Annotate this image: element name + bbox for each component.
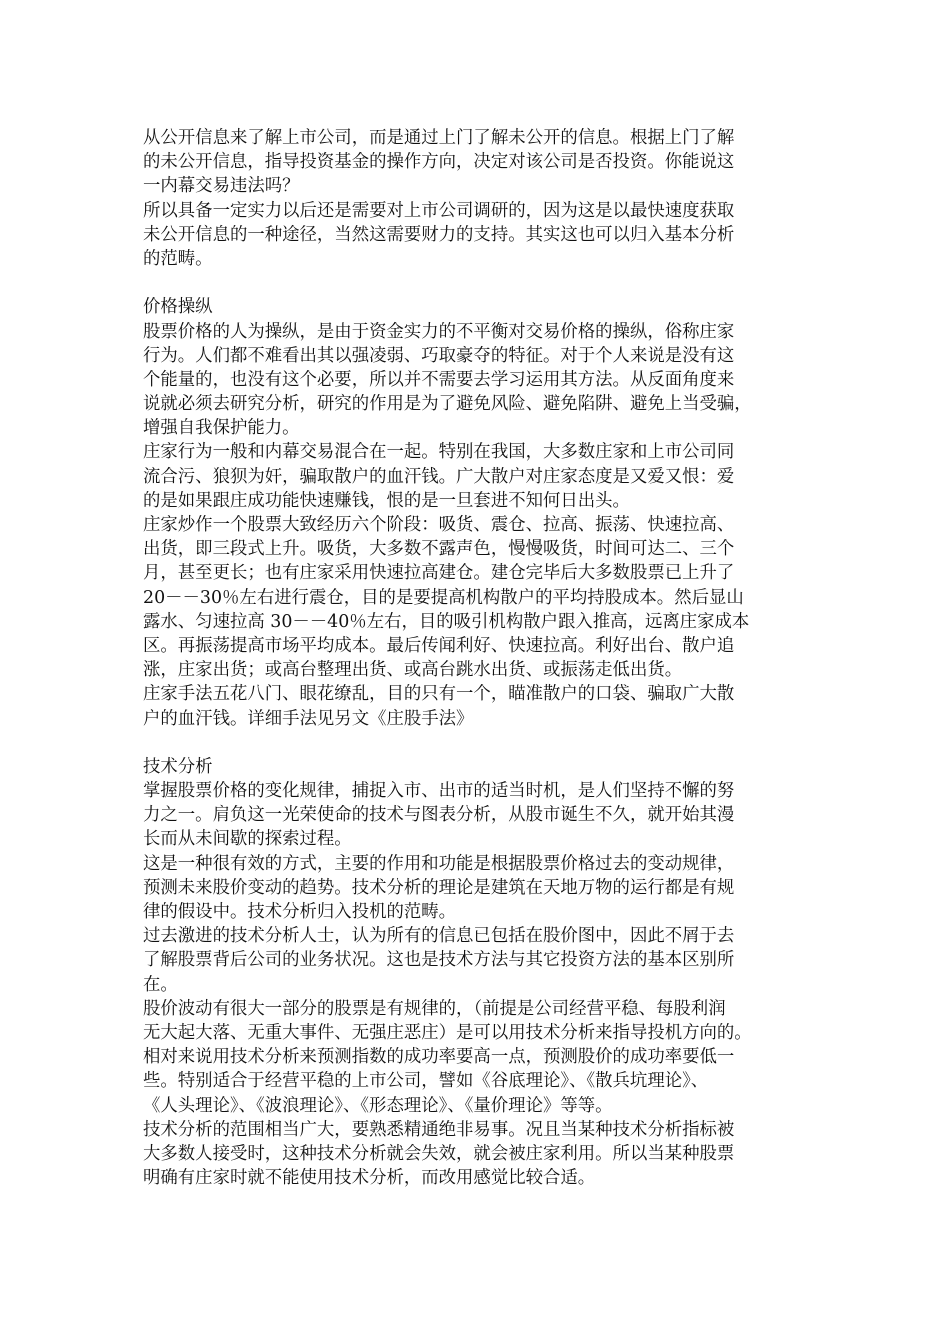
- text-line: 力之一。肩负这一光荣使命的技术与图表分析，从股市诞生不久，就开始其漫: [143, 805, 735, 826]
- text-line: 长而从未间歇的探索过程。: [143, 829, 352, 850]
- text-line: 增强自我保护能力。: [143, 418, 300, 439]
- text-line: 预测未来股价变动的趋势。技术分析的理论是建筑在天地万物的运行都是有规: [143, 877, 735, 898]
- paragraph: [143, 1118, 811, 1191]
- text-line: 流合污、狼狈为奸，骗取散户的血汗钱。广大散户对庄家态度是又爱又恨：爱: [143, 466, 735, 487]
- text-line: 从公开信息来了解上市公司，而是通过上门了解未公开的信息。根据上门了解: [143, 128, 735, 148]
- paragraph: [143, 779, 811, 852]
- text-line: 大多数人接受时，这种技术分析就会失效，就会被庄家利用。所以当某种股票: [143, 1143, 735, 1164]
- text-line: 行为。人们都不难看出其以强凌弱、巧取豪夺的特征。对于个人来说是没有这: [143, 345, 735, 366]
- text-line: 户的血汗钱。详细手法见另文《庄股手法》: [143, 708, 474, 729]
- text-line: 个能量的，也没有这个必要，所以并不需要去学习运用其方法。从反面角度来: [143, 369, 735, 390]
- text-line: 所以具备一定实力以后还是需要对上市公司调研的，因为这是以最快速度获取: [143, 200, 735, 221]
- text-line: 了解股票背后公司的业务状况。这也是技术方法与其它投资方法的基本区别所: [143, 950, 735, 971]
- text-line: 技术分析的范围相当广大，要熟悉精通绝非易事。况且当某种技术分析指标被: [143, 1119, 735, 1140]
- text-line: 股价波动有很大一部分的股票是有规律的，（前提是公司经营平稳、每股利润: [143, 998, 726, 1019]
- text-line: 相对来说用技术分析来预测指数的成功率要高一点，预测股价的成功率要低一: [143, 1047, 735, 1068]
- section-heading: [143, 755, 811, 779]
- paragraph: [143, 199, 811, 272]
- text-line: 掌握股票价格的变化规律，捕捉入市、出市的适当时机，是人们坚持不懈的努: [143, 781, 735, 802]
- text-line: 一内幕交易违法吗？: [143, 176, 300, 197]
- text-line: 说就必须去研究分析，研究的作用是为了避免风险、避免陷阱、避免上当受骗，: [143, 394, 752, 415]
- text-line: 律的假设中。技术分析归入投机的范畴。: [143, 902, 457, 922]
- text-line: 的是如果跟庄成功能快速赚钱，恨的是一旦套进不知何日出头。: [143, 490, 630, 511]
- text-line: 的范畴。: [143, 248, 213, 269]
- text-line: 《人头理论》、《波浪理论》、《形态理论》、《量价理论》等等。: [143, 1095, 613, 1116]
- paragraph: [143, 440, 811, 513]
- text-line: 区。再振荡提高市场平均成本。最后传闻利好、快速拉高。利好出台、散户追: [143, 635, 735, 656]
- text-line: 月，甚至更长；也有庄家采用快速拉高建仓。建仓完毕后大多数股票已上升了: [143, 563, 735, 584]
- text-line: 庄家手法五花八门、眼花缭乱，目的只有一个，瞄准散户的口袋、骗取广大散: [143, 684, 735, 705]
- text-line: 无大起大落、无重大事件、无强庄恶庄）是可以用技术分析来指导投机方向的。: [143, 1022, 752, 1043]
- paragraph: [143, 924, 811, 997]
- text-line: 涨，庄家出货；或高台整理出货、或高台跳水出货、或振荡走低出货。: [143, 660, 683, 681]
- text-line: 这是一种很有效的方式，主要的作用和功能是根据股票价格过去的变动规律，: [143, 853, 735, 874]
- blank-line: [143, 731, 811, 755]
- section-heading: [143, 295, 811, 319]
- paragraph: [143, 126, 811, 199]
- text-line: 明确有庄家时就不能使用技术分析，而改用感觉比较合适。: [143, 1168, 596, 1189]
- text-line: 庄家炒作一个股票大致经历六个阶段：吸货、震仓、拉高、振荡、快速拉高、: [143, 515, 735, 535]
- paragraph: [143, 513, 811, 682]
- text-line: 20－－30％左右进行震仓，目的是要提高机构散户的平均持股成本。然后显山: [143, 587, 744, 608]
- text-line: 出货，即三段式上升。吸货，大多数不露声色，慢慢吸货，时间可达二、三个: [143, 539, 735, 560]
- blank-line: [143, 271, 811, 295]
- document-page: [143, 126, 811, 1190]
- heading-text: 技术分析: [143, 756, 213, 777]
- heading-text: 价格操纵: [143, 297, 213, 318]
- text-line: 露水、匀速拉高 30－－40％左右，目的吸引机构散户跟入推高，远离庄家成本: [143, 611, 750, 632]
- text-line: 股票价格的人为操纵，是由于资金实力的不平衡对交易价格的操纵，俗称庄家: [143, 321, 735, 342]
- paragraph: [143, 997, 811, 1118]
- paragraph: [143, 682, 811, 730]
- text-line: 在。: [143, 974, 178, 995]
- paragraph: [143, 852, 811, 925]
- paragraph: [143, 320, 811, 441]
- text-line: 庄家行为一般和内幕交易混合在一起。特别在我国，大多数庄家和上市公司同: [143, 442, 735, 463]
- text-line: 的未公开信息，指导投资基金的操作方向，决定对该公司是否投资。你能说这: [143, 152, 735, 173]
- text-line: 些。特别适合于经营平稳的上市公司，譬如《谷底理论》、《散兵坑理论》、: [143, 1071, 709, 1092]
- text-line: 过去激进的技术分析人士，认为所有的信息已包括在股价图中，因此不屑于去: [143, 926, 735, 947]
- text-line: 未公开信息的一种途径，当然这需要财力的支持。其实这也可以归入基本分析: [143, 224, 735, 245]
